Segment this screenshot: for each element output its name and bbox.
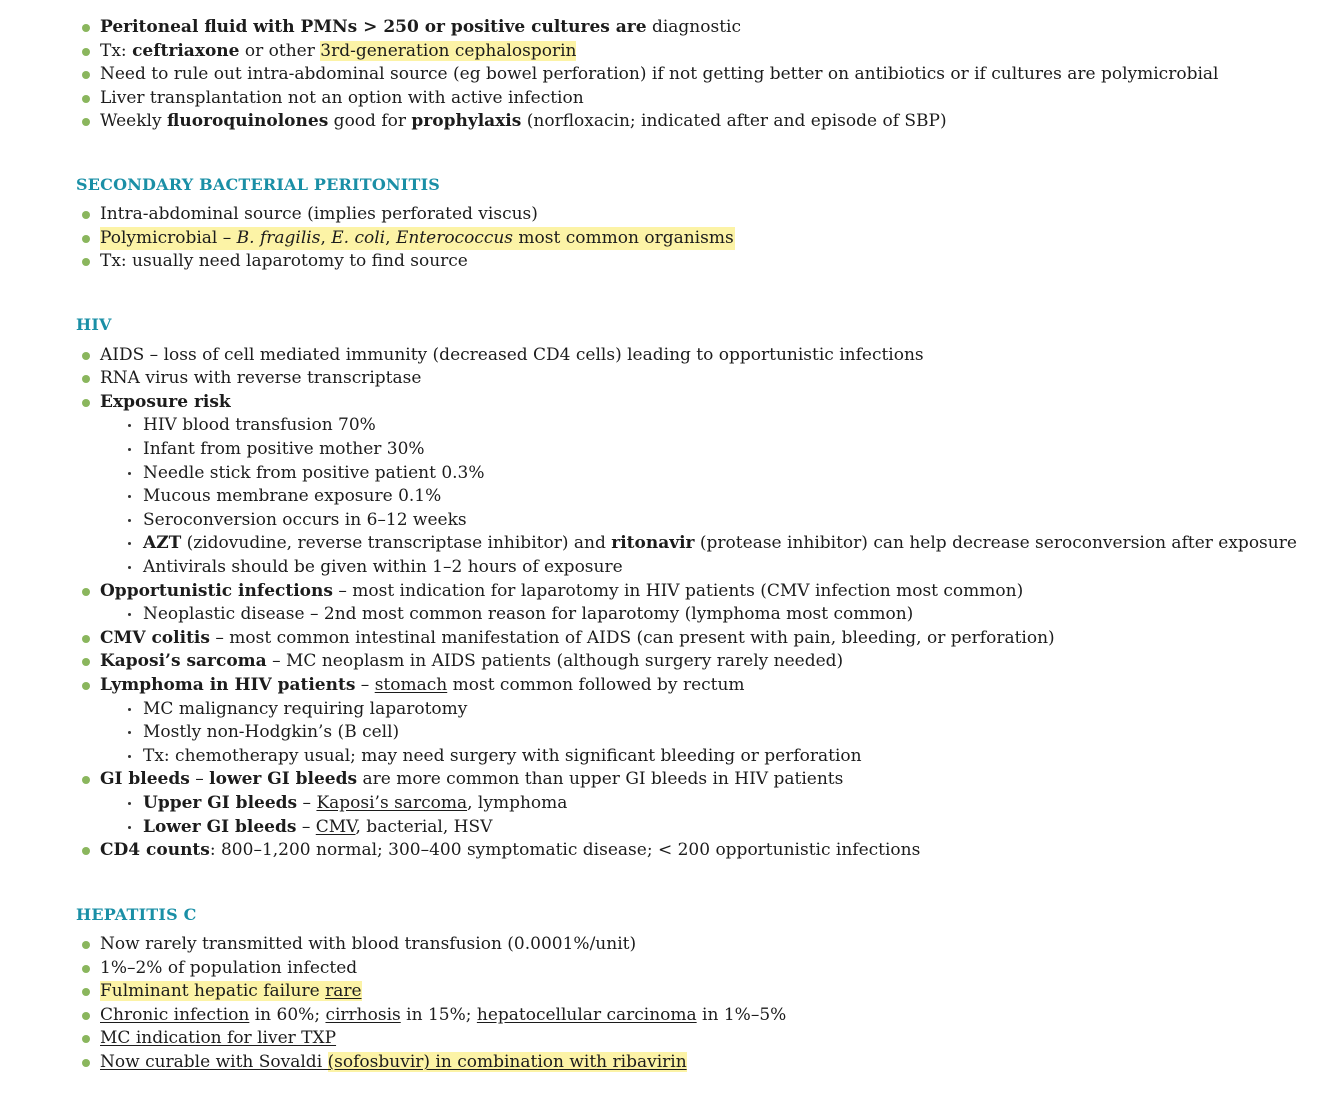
list-item-text: (protease inhibitor) can help decrease seroconversion after exposure (694, 533, 1297, 554)
list-item-text: – (297, 792, 317, 813)
sub-bullet-icon (128, 731, 131, 734)
list-item (100, 980, 362, 1004)
list-item-text: fluoroquinolones (166, 111, 329, 132)
sub-bullet-icon (128, 448, 131, 451)
list-item (100, 203, 538, 227)
list-item-text: ceftriaxone (132, 40, 240, 61)
sub-bullet-icon (128, 519, 131, 522)
bullet-icon (82, 965, 90, 973)
list-item-text: – (355, 674, 375, 695)
bullet-icon (82, 399, 90, 407)
sub-list-item (143, 816, 492, 840)
sub-list-item (143, 792, 567, 816)
section-heading-hiv: HIV (76, 315, 112, 334)
list-item (100, 1004, 786, 1028)
sub-bullet-icon (128, 613, 131, 616)
list-item (100, 768, 843, 792)
bullet-icon (82, 941, 90, 949)
list-item-text: in 60%; (249, 1004, 326, 1025)
list-item-text: Now rarely transmitted with blood transfusion (0.0001%/unit) (100, 934, 637, 954)
list-item-text: Mostly non-Hodgkin’s (B cell) (143, 722, 400, 743)
sub-list-item (143, 532, 1297, 556)
underlined-text: Now curable with Sovaldi (100, 1052, 328, 1072)
list-item (100, 344, 924, 368)
list-item-text: Liver transplantation not an option with active infection (100, 87, 584, 108)
underlined-text: Kaposi’s sarcoma (316, 792, 468, 813)
bullet-icon (82, 258, 90, 266)
list-item-text: B. fragilis (236, 227, 321, 248)
list-item-text: Weekly (100, 111, 167, 132)
list-item-text: good for (328, 111, 412, 132)
highlighted-text: 3rd-generation cephalosporin (320, 40, 577, 61)
underlined-text: Chronic infection (100, 1004, 250, 1025)
highlighted-text: Fulminant hepatic failure (100, 981, 326, 1002)
bullet-icon (82, 118, 90, 126)
list-item (100, 87, 584, 111)
list-item-text: Enterococcus (395, 227, 514, 248)
highlighted-text: rare (325, 981, 362, 1002)
list-item-text: Opportunistic infections (100, 580, 333, 601)
list-item (100, 580, 1023, 604)
bullet-icon (82, 635, 90, 643)
bullet-icon (82, 988, 90, 996)
list-item-text: : 800–1,200 normal; 300–400 symptomatic disease; < 200 opportunistic infections (209, 840, 921, 861)
sub-list-item (143, 509, 467, 533)
highlighted-text: (sofosbuvir) in combination with ribavirin (327, 1052, 687, 1072)
list-item-text: or other (239, 40, 321, 61)
sub-bullet-icon (128, 542, 131, 545)
list-item-text: ritonavir (611, 533, 695, 554)
list-item-text: Lymphoma in HIV patients (100, 674, 356, 695)
list-item-text: Lower GI bleeds (143, 816, 297, 837)
list-item-text: Polymicrobial – (100, 227, 237, 248)
list-item (100, 674, 745, 698)
bullet-icon (82, 375, 90, 383)
list-item-text: Upper GI bleeds (143, 792, 298, 813)
list-item-text: in 1%–5% (696, 1004, 787, 1025)
list-item-text: AIDS – loss of cell mediated immunity (decreased CD4 cells) leading to opportunistic infections (100, 344, 924, 365)
list-item-text: most common followed by rectum (447, 674, 745, 695)
bullet-icon (82, 682, 90, 690)
sub-list-item (143, 462, 485, 486)
bullet-icon (82, 24, 90, 32)
list-item (100, 957, 357, 981)
bullet-icon (82, 95, 90, 103)
sub-bullet-icon (128, 472, 131, 475)
list-item (100, 63, 1218, 87)
bullet-icon (82, 658, 90, 666)
bullet-icon (82, 1012, 90, 1020)
list-item-text: (norfloxacin; indicated after and episode of SBP) (521, 111, 947, 132)
list-item-text: Tx: (100, 40, 133, 61)
list-item-text: , bacterial, HSV (355, 816, 493, 837)
list-item-text: – (189, 769, 210, 790)
underlined-text: cirrhosis (325, 1004, 401, 1025)
sub-list-item (143, 745, 862, 769)
list-item-text: RNA virus with reverse transcriptase (100, 368, 422, 389)
list-item-text: – (296, 816, 316, 837)
list-item-text: – most indication for laparotomy in HIV patients (CMV infection most common) (332, 580, 1024, 601)
sub-bullet-icon (128, 495, 131, 498)
bullet-icon (82, 588, 90, 596)
sub-bullet-icon (128, 755, 131, 758)
bullet-icon (82, 71, 90, 79)
list-item-text: (zidovudine, reverse transcriptase inhibitor) and (181, 533, 612, 554)
list-item-text: Need to rule out intra-abdominal source (eg bowel perforation) if not getting better on antibiotics or if cultures are polymicrobial (100, 64, 1219, 85)
list-item-text: Antivirals should be given within 1–2 hours of exposure (143, 556, 623, 577)
bullet-icon (82, 1059, 90, 1067)
sub-list-item (143, 438, 425, 462)
list-item (100, 110, 947, 134)
list-item (100, 839, 920, 863)
list-item (100, 1027, 336, 1051)
list-item (100, 227, 735, 251)
list-item-text: Neoplastic disease – 2nd most common reason for laparotomy (lymphoma most common) (143, 604, 914, 625)
bullet-icon (82, 352, 90, 360)
list-item (100, 650, 843, 674)
list-item-text: , lymphoma (467, 792, 568, 813)
sub-bullet-icon (128, 708, 131, 711)
bullet-icon (82, 211, 90, 219)
list-item-text: Infant from positive mother 30% (143, 438, 425, 459)
list-item-text: – most common intestinal manifestation of AIDS (can present with pain, bleeding, or perforation) (209, 627, 1055, 648)
list-item-text: Tx: chemotherapy usual; may need surgery with significant bleeding or perforation (143, 745, 862, 766)
list-item-text: Mucous membrane exposure 0.1% (143, 486, 442, 507)
list-item-text: are more common than upper GI bleeds in HIV patients (357, 769, 844, 790)
list-item-text: E. coli (331, 227, 386, 248)
sub-list-item (143, 556, 623, 580)
list-item-text: HIV blood transfusion 70% (143, 415, 376, 436)
list-item-text: 1%–2% of population infected (100, 957, 358, 978)
list-item (100, 627, 1055, 651)
sub-bullet-icon (128, 566, 131, 569)
sub-list-item (143, 721, 399, 745)
list-item-text: GI bleeds (100, 769, 190, 790)
bullet-icon (82, 847, 90, 855)
list-item-text: – MC neoplasm in AIDS patients (although surgery rarely needed) (266, 651, 844, 672)
list-item-text: CMV colitis (100, 627, 210, 648)
bullet-icon (82, 235, 90, 243)
underlined-text: CMV (315, 816, 356, 837)
list-item-text: in 15%; (400, 1004, 477, 1025)
list-item-text: prophylaxis (411, 111, 522, 132)
list-item-text: MC malignancy requiring laparotomy (143, 698, 468, 719)
sub-bullet-icon (128, 826, 131, 829)
sub-list-item (143, 485, 441, 509)
list-item-text: AZT (143, 533, 182, 554)
list-item-text: diagnostic (646, 17, 741, 37)
bullet-icon (82, 776, 90, 784)
sub-bullet-icon (128, 802, 131, 805)
list-item (100, 250, 468, 274)
section-heading-secondary-peritonitis: SECONDARY BACTERIAL PERITONITIS (76, 175, 441, 194)
list-item (100, 367, 421, 391)
section-heading-hepatitis-c: HEPATITIS C (76, 905, 197, 924)
list-item (100, 16, 741, 40)
list-item (100, 933, 636, 957)
list-item (100, 391, 231, 415)
list-item-text: Exposure risk (100, 391, 231, 412)
list-item-text: CD4 counts (100, 840, 210, 861)
bullet-icon (82, 48, 90, 56)
bullet-icon (82, 1035, 90, 1043)
underlined-text: MC indication for liver TXP (100, 1028, 337, 1049)
list-item-text: lower GI bleeds (209, 769, 358, 790)
sub-list-item (143, 414, 376, 438)
list-item-text: Intra-abdominal source (implies perforated viscus) (100, 204, 538, 224)
underlined-text: stomach (374, 674, 448, 695)
underlined-text: hepatocellular carcinoma (476, 1004, 697, 1025)
list-item-text: Tx: usually need laparotomy to find source (100, 251, 468, 272)
sub-list-item (143, 698, 467, 722)
sub-list-item (143, 603, 913, 627)
list-item-text: Kaposi’s sarcoma (100, 651, 267, 672)
list-item-text: Seroconversion occurs in 6–12 weeks (143, 509, 467, 530)
list-item-text: Peritoneal fluid with PMNs > 250 or positive cultures are (100, 17, 647, 37)
list-item-text: , (385, 227, 396, 248)
list-item-text: most common organisms (513, 227, 734, 248)
sub-bullet-icon (128, 424, 131, 427)
list-item-text: , (320, 227, 332, 248)
list-item-text: Needle stick from positive patient 0.3% (143, 462, 485, 483)
list-item (100, 1051, 687, 1075)
list-item (100, 40, 576, 64)
